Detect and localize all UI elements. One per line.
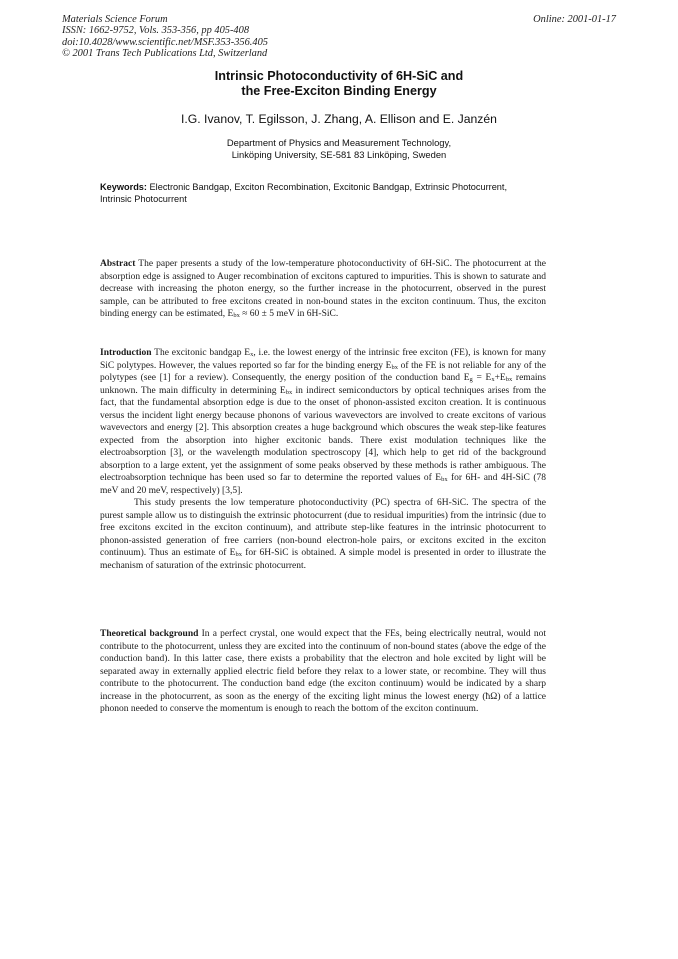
abstract-text-a: The paper presents a study of the low-temperature photoconductivity of 6H-SiC. The photocurrent at the absorption edge is assigned to Auger recombination of excitons captured to impurities. This is shown to saturate and decrease with increasing the photon energy, so the further increase in the photocurrent, observed in the purest sample, can be attributed to free excitons created in non-bound states in the exciton continuum. Thus, the exciton binding energy can be estimated, E <box>100 259 546 319</box>
online-date: Online: 2001-01-17 <box>533 14 616 25</box>
intro-text: = E <box>472 373 492 383</box>
doi-line: doi:10.4028/www.scientific.net/MSF.353-356.405 <box>62 36 268 48</box>
intro-text: remains unknown. The main difficulty in determining E <box>100 373 546 396</box>
intro-text: This study presents the low temperature photoconductivity (PC) spectra of 6H-SiC. The spectra of the purest sample allow us to distinguish the extrinsic photocurrent (due to residual impurities) from the intrinsic (due to free excitons excited in the exciton continuum), and attribute step-like features in the intrinsic photocurrent to phonon-assisted generation of free carriers (non-bound electron-hole pairs, or excitons excited in the exciton continuum). Thus an estimate of E <box>100 498 546 558</box>
abstract-paragraph <box>100 258 546 321</box>
title-line-2: the Free-Exciton Binding Energy <box>241 84 437 98</box>
intro-sub: bx <box>441 476 448 483</box>
intro-text: in indirect semiconductors by optical techniques arises from the fact, that the fundamental absorption edge is due to the onset of phonon-assisted exciton creation. It is continuous versus the incident light energy because phonons of various wavevectors are involved to create excitons of various wavevectors and energy [2]. This absorption creates a huge background which obscures the weak step-like features expected from the absorption into higher excitonic bands. There exist modulation techniques like the electroabsorption [3], or the wavelength modulation spectroscopy [4], which help to get rid of the background absorption to a large extent, yet the assignment of some peaks observed by these methods is rather ambiguous. The electroabsorption technique has been used so far to determine the reported values of E <box>100 385 546 483</box>
abstract-sub-bx: bx <box>233 312 240 319</box>
abstract-heading: Abstract <box>100 259 136 269</box>
theory-section <box>100 628 546 716</box>
paper-title <box>0 69 678 99</box>
affiliation-line-1: Department of Physics and Measurement Technology, <box>226 137 452 148</box>
theory-paragraph <box>100 628 546 716</box>
journal-metadata <box>62 14 268 60</box>
theory-text: In a perfect crystal, one would expect that the FEs, being electrically neutral, would not contribute to the photocurrent, unless they are excited into the continuum of non-bound states (above the edge of the conduction band). In this latter case, there exists a probability that the electron and hole excited by light will be separated away in externally applied electric field before they relax to a lower state, or recombine. They will thus contribute to the photocurrent. The conduction band edge (the exciton continuum) would be indicated by a sharp increase in the photocurrent, as soon as the energy of the exciting light minus the lowest energy (ħΩ) of a lattice phonon needed to conserve the momentum is enough to reach the bottom of the exciton continuum. <box>100 629 546 714</box>
keywords-label: Keywords: <box>100 182 147 192</box>
intro-sub: bx <box>391 363 398 371</box>
title-line-1: Intrinsic Photoconductivity of 6H-SiC and <box>214 69 464 83</box>
intro-sub: x <box>491 376 495 383</box>
intro-text: +E <box>494 373 506 383</box>
keywords-text: Electronic Bandgap, Exciton Recombination, Excitonic Bandgap, Extrinsic Photocurrent, Intrinsic Photocurrent <box>100 182 508 204</box>
abstract-text-b: ≈ 60 ± 5 meV in 6H-SiC. <box>239 309 339 319</box>
introduction-paragraph-2 <box>100 497 546 572</box>
author-list: I.G. Ivanov, T. Egilsson, J. Zhang, A. Ellison and E. Janzén <box>181 112 497 126</box>
intro-sub: bx <box>505 376 513 383</box>
introduction-paragraph-1 <box>100 347 546 497</box>
intro-text: for 6H-SiC is obtained. A simple model is presented in order to illustrate the mechanism of saturation of the extrinsic photocurrent. <box>100 548 546 571</box>
issn-line: ISSN: 1662-9752, Vols. 353-356, pp 405-408 <box>62 25 250 37</box>
theory-heading: Theoretical background <box>100 629 199 639</box>
keywords <box>100 181 520 205</box>
affiliation-line-2: Linköping University, SE-581 83 Linköping, Sweden <box>231 149 447 160</box>
intro-text: , i.e. the lowest energy of the intrinsic free exciton (FE), is known for many SiC polytypes. However, the values reported so far for the binding energy E <box>100 348 546 371</box>
copyright-line: © 2001 Trans Tech Publications Ltd, Switzerland <box>62 48 268 60</box>
intro-sub: x <box>250 351 254 358</box>
intro-text: The excitonic bandgap E <box>151 348 251 358</box>
abstract-section <box>100 258 546 321</box>
journal-name: Materials Science Forum <box>62 14 168 25</box>
affiliation <box>0 137 678 161</box>
intro-sub: g <box>469 376 473 383</box>
intro-sub: bx <box>235 551 242 558</box>
introduction-section <box>100 347 546 572</box>
intro-text: for 6H- and 4H-SiC (78 meV and 20 meV, respectively) [3,5]. <box>100 473 546 496</box>
intro-sub: bx <box>285 388 293 396</box>
introduction-heading: Introduction <box>100 348 152 358</box>
intro-text: of the FE is not reliable for any of the polytypes (see [1] for a review). Consequently, the energy position of the conduction band E <box>100 360 546 383</box>
